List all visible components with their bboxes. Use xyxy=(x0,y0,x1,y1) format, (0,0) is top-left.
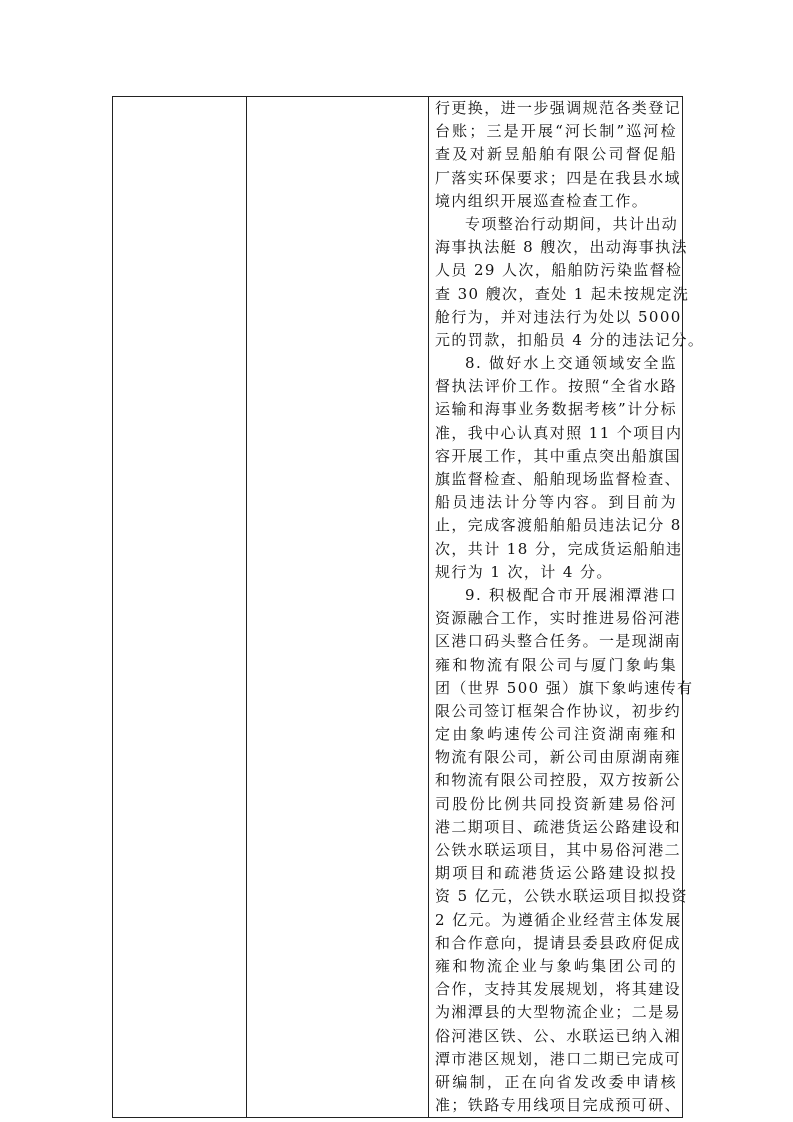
text-line: 和合作意向，提请县委县政府促成 xyxy=(435,933,682,952)
text-line: 专项整治行动期间，共计出动 xyxy=(465,214,679,233)
text-line: 为湘潭县的大型物流企业；二是易 xyxy=(435,1003,682,1022)
text-line: 行更换，进一步强调规范各类登记 xyxy=(435,99,682,117)
text-line: 港二期项目、疏港货运公路建设和 xyxy=(435,817,682,836)
text-line: 准，我中心认真对照 11 个项目内 xyxy=(435,423,683,442)
text-line: 厂落实环保要求；四是在我县水域 xyxy=(435,168,682,187)
text-line: 9. 积极配合市开展湘潭港口 xyxy=(465,585,677,604)
text-line: 查 30 艘次，查处 1 起未按规定洗 xyxy=(435,284,690,303)
text-line: 船员违法计分等内容。到目前为 xyxy=(435,493,677,512)
text-line: 区港口码头整合任务。一是现湖南 xyxy=(435,632,682,651)
text-line: 2 亿元。为遵循企业经营主体发展 xyxy=(435,910,682,929)
text-line: 司股份比例共同投资新建易俗河 xyxy=(435,794,677,813)
text-line: 雍和物流企业与象屿集团公司的 xyxy=(435,956,677,975)
text-line: 旗监督检查、船舶现场监督检查、 xyxy=(435,470,682,488)
text-line: 物流有限公司，新公司由原湖南雍 xyxy=(435,748,682,767)
table-row xyxy=(113,97,683,1118)
text-line: 资源融合工作，实时推进易俗河港 xyxy=(435,609,682,628)
table-cell-progress xyxy=(429,97,705,1118)
text-line: 限公司签订框架合作协议，初步约 xyxy=(435,701,682,720)
text-line: 俗河港区铁、公、水联运已纳入湘 xyxy=(435,1026,682,1045)
text-line: 督执法评价工作。按照“全省水路 xyxy=(435,377,677,396)
text-line: 资 5 亿元，公铁水联运项目拟投资 xyxy=(435,887,688,906)
work-report-table xyxy=(112,96,705,1118)
text-line: 次，共计 18 分，完成货运船舶违 xyxy=(435,539,683,558)
text-line: 人员 29 人次，船舶防污染监督检 xyxy=(435,261,683,280)
cell-progress-text xyxy=(429,97,705,1117)
text-line: 元的罚款，扣船员 4 分的违法记分。 xyxy=(435,330,705,349)
text-line: 运输和海事业务数据考核”计分标 xyxy=(435,400,677,419)
text-line: 准；铁路专用线项目完成预可研、 xyxy=(435,1096,682,1115)
table-cell-task xyxy=(247,97,429,1118)
text-line: 止，完成客渡船舶船员违法记分 8 xyxy=(435,516,682,535)
text-line: 容开展工作，其中重点突出船旗国 xyxy=(435,446,682,465)
text-line: 查及对新昱船舶有限公司督促船 xyxy=(435,145,677,164)
text-line: 期项目和疏港货运公路建设拟投 xyxy=(435,864,677,883)
text-line: 和物流有限公司控股，双方按新公 xyxy=(435,771,682,790)
text-line: 舱行为，并对违法行为处以 5000 xyxy=(435,307,682,326)
text-line: 海事执法艇 8 艘次，出动海事执法 xyxy=(435,238,688,257)
text-line: 团（世界 500 强）旗下象屿速传有 xyxy=(435,678,694,697)
text-line: 境内组织开展巡查检查工作。 xyxy=(435,191,649,210)
text-line: 8. 做好水上交通领域安全监 xyxy=(465,354,677,373)
text-line: 潭市港区规划，港口二期已完成可 xyxy=(435,1049,682,1068)
text-line: 公铁水联运项目，其中易俗河港二 xyxy=(435,841,682,859)
table-cell-category xyxy=(113,97,247,1118)
text-line: 雍和物流有限公司与厦门象屿集 xyxy=(435,655,677,674)
text-line: 规行为 1 次，计 4 分。 xyxy=(435,562,613,581)
text-line: 定由象屿速传公司注资湖南雍和 xyxy=(435,725,677,744)
text-line: 台账；三是开展“河长制”巡河检 xyxy=(435,122,677,141)
text-line: 合作，支持其发展规划，将其建设 xyxy=(435,980,682,999)
text-line: 研编制，正在向省发改委申请核 xyxy=(435,1072,677,1091)
